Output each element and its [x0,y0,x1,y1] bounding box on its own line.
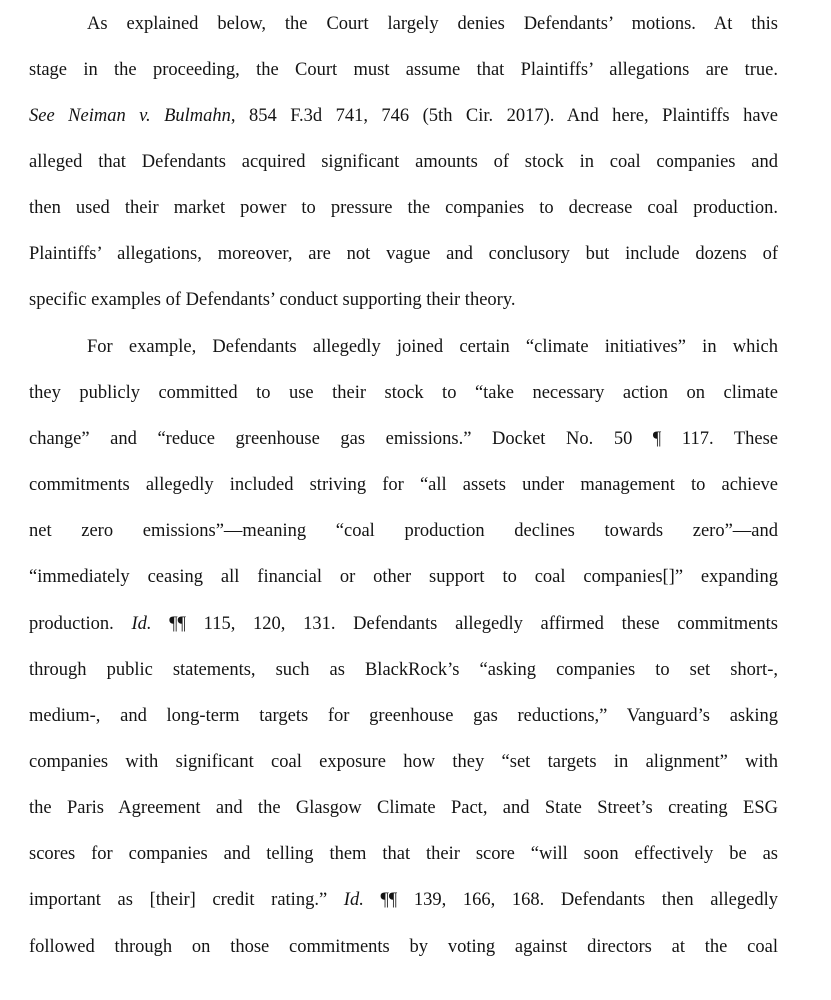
paragraph-2-line-2 [29,382,778,404]
paragraph-2-line-10 [29,751,778,773]
paragraph-2-line-7 [29,613,778,635]
paragraph-1-line-3 [29,105,778,127]
paragraph-2-line-13 [29,889,778,911]
paragraph-1-line-2 [29,59,778,81]
paragraph-2-line-5 [29,520,778,542]
paragraph-2-line-14 [29,936,778,958]
paragraph-1-line-4 [29,151,778,173]
text-segment: ¶¶ 139, 166, 168. Defendants then allegedly [363,890,778,910]
text-segment: net zero emissions”—meaning “coal production declines towards zero”—and [29,521,778,541]
text-segment: Plaintiffs’ allegations, moreover, are not vague and conclusory but include dozens of [29,244,778,264]
text-segment: scores for companies and telling them that their score “will soon effectively be as [29,844,778,864]
case-citation: See Neiman v. Bulmahn [29,106,231,126]
text-segment: As explained below, the Court largely denies Defendants’ motions. At this [87,14,778,34]
text-segment: stage in the proceeding, the Court must assume that Plaintiffs’ allegations are true. [29,60,778,80]
text-segment: For example, Defendants allegedly joined certain “climate initiatives” in which [87,337,778,357]
paragraph-2-line-9 [29,705,778,727]
text-segment: specific examples of Defendants’ conduct supporting their theory. [29,290,516,310]
paragraph-2-line-6 [29,566,778,588]
id-citation: Id. [343,890,364,910]
paragraph-1-line-5 [29,197,778,219]
text-segment: “immediately ceasing all financial or other support to coal companies[]” expanding [29,567,778,587]
text-segment: followed through on those commitments by voting against directors at the coal [29,937,778,957]
text-segment: commitments allegedly included striving for “all assets under management to achieve [29,475,778,495]
text-segment: companies with significant coal exposure how they “set targets in alignment” with [29,752,778,772]
text-segment: through public statements, such as BlackRock’s “asking companies to set short-, [29,660,778,680]
paragraph-2-line-12 [29,843,778,865]
paragraph-1-line-6 [29,243,778,265]
text-segment: production. [29,614,132,634]
text-segment: ¶¶ 115, 120, 131. Defendants allegedly affirmed these commitments [151,614,778,634]
text-segment: alleged that Defendants acquired significant amounts of stock in coal companies and [29,152,778,172]
paragraph-2-line-3 [29,428,778,450]
paragraph-2-line-8 [29,659,778,681]
text-segment: , 854 F.3d 741, 746 (5th Cir. 2017). And here, Plaintiffs have [230,106,778,126]
text-segment: important as [their] credit rating.” [29,890,344,910]
paragraph-2-line-11 [29,797,778,819]
text-segment: change” and “reduce greenhouse gas emissions.” Docket No. 50 ¶ 117. These [29,429,778,449]
paragraph-2-line-1 [87,336,778,358]
paragraph-1-line-1 [87,13,778,35]
text-segment: they publicly committed to use their stock to “take necessary action on climate [29,383,778,403]
paragraph-1-line-7 [29,289,778,311]
text-segment: then used their market power to pressure the companies to decrease coal production. [29,198,778,218]
id-citation: Id. [131,614,152,634]
text-segment: the Paris Agreement and the Glasgow Climate Pact, and State Street’s creating ESG [29,798,778,818]
paragraph-2-line-4 [29,474,778,496]
text-segment: medium-, and long-term targets for greenhouse gas reductions,” Vanguard’s asking [29,706,778,726]
